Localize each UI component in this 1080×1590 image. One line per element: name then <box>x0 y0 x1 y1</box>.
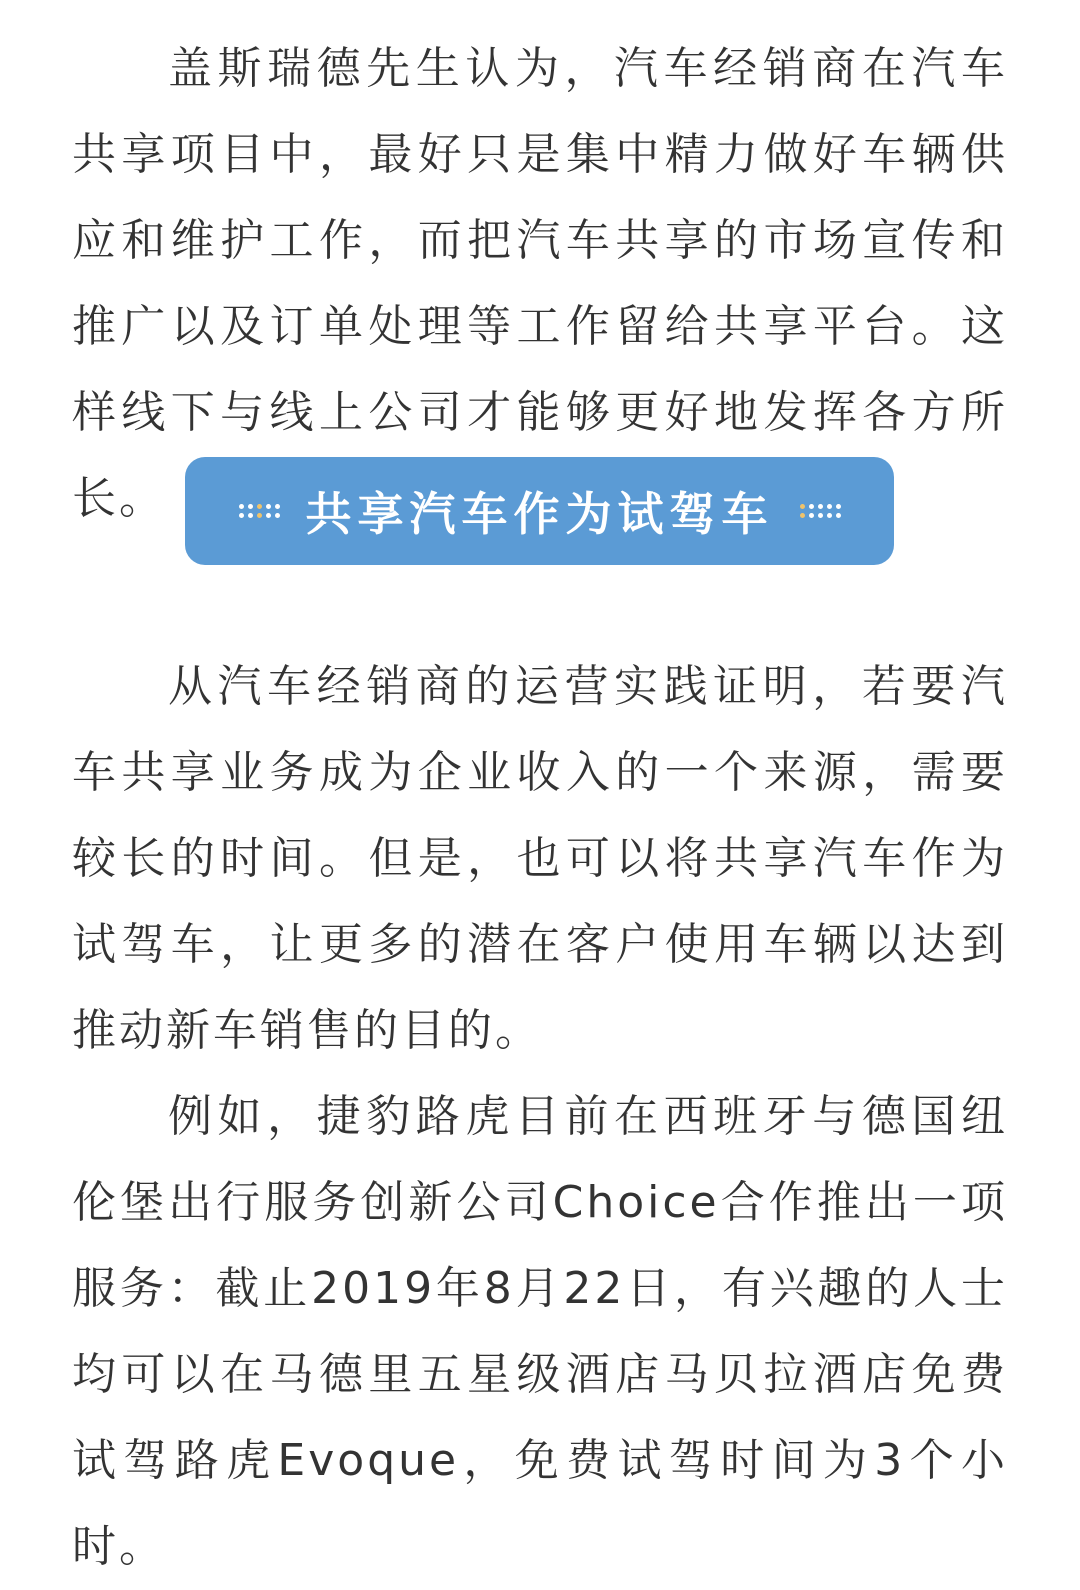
body-paragraph-2: 从汽车经销商的运营实践证明，若要汽车共享业务成为企业收入的一个来源，需要较长的时间。但是，也可以将共享汽车作为试驾车，让更多的潜在客户使用车辆以达到推动新车销售的目的。 <box>72 661 1008 1056</box>
decorative-dots-right-icon <box>800 504 841 518</box>
body-paragraph-1: 盖斯瑞德先生认为，汽车经销商在汽车共享项目中，最好只是集中精力做好车辆供应和维护工作，而把汽车共享的市场宣传和推广以及订单处理等工作留给共享平台。这样线下与线上公司才能够更好地发挥各方所长。 <box>72 43 1008 524</box>
body-paragraph-3: 例如，捷豹路虎目前在西班牙与德国纽伦堡出行服务创新公司Choice合作推出一项服务：截止2019年8月22日，有兴趣的人士均可以在马德里五星级酒店马贝拉酒店免费试驾路虎Evoque，免费试驾时间为3个小时。 <box>72 1091 1008 1572</box>
decorative-dots-left-icon <box>239 504 280 518</box>
section-heading-banner <box>185 457 894 565</box>
section-heading-title: 共享汽车作为试驾车 <box>305 487 774 541</box>
